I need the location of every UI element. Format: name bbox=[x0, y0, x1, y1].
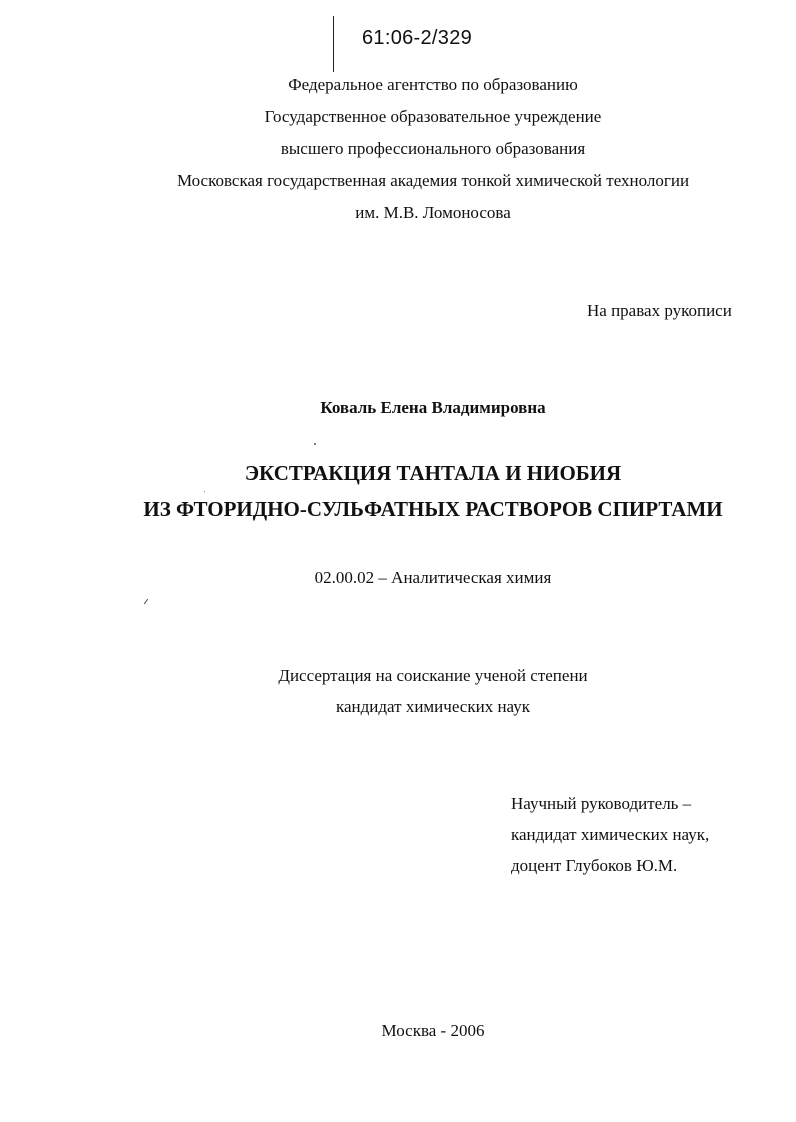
degree-statement bbox=[0, 666, 796, 728]
title-line: ИЗ ФТОРИДНО-СУЛЬФАТНЫХ РАСТВОРОВ СПИРТАМИ bbox=[143, 497, 723, 521]
organization-line: им. М.В. Ломоносова bbox=[355, 203, 511, 222]
rights-note: На правах рукописи bbox=[587, 301, 732, 320]
title-line: ЭКСТРАКЦИЯ ТАНТАЛА И НИОБИЯ bbox=[244, 461, 622, 485]
scan-mark bbox=[144, 599, 148, 604]
archive-code: 61:06-2/329 bbox=[362, 27, 473, 49]
stamp-divider-line bbox=[333, 16, 334, 72]
degree-line: кандидат химических наук bbox=[336, 697, 530, 716]
organization-header bbox=[0, 75, 796, 235]
scan-speck bbox=[314, 443, 316, 445]
organization-line: Московская государственная академия тонкой химической технологии bbox=[176, 171, 690, 190]
specialty-code: 02.00.02 – Аналитическая химия bbox=[314, 568, 552, 587]
advisor-line: доцент Глубоков Ю.М. bbox=[511, 856, 678, 875]
city-year: Москва - 2006 bbox=[381, 1021, 485, 1040]
author-name: Коваль Елена Владимировна bbox=[320, 398, 546, 417]
advisor-line: кандидат химических наук, bbox=[511, 825, 710, 844]
organization-line: Федеральное агентство по образованию bbox=[288, 75, 578, 94]
organization-line: Государственное образовательное учреждение bbox=[264, 107, 602, 126]
dissertation-title bbox=[0, 461, 796, 533]
degree-line: Диссертация на соискание ученой степени bbox=[278, 666, 588, 685]
organization-line: высшего профессионального образования bbox=[280, 139, 586, 158]
advisor-line: Научный руководитель – bbox=[511, 794, 692, 813]
scientific-advisor bbox=[511, 794, 709, 887]
